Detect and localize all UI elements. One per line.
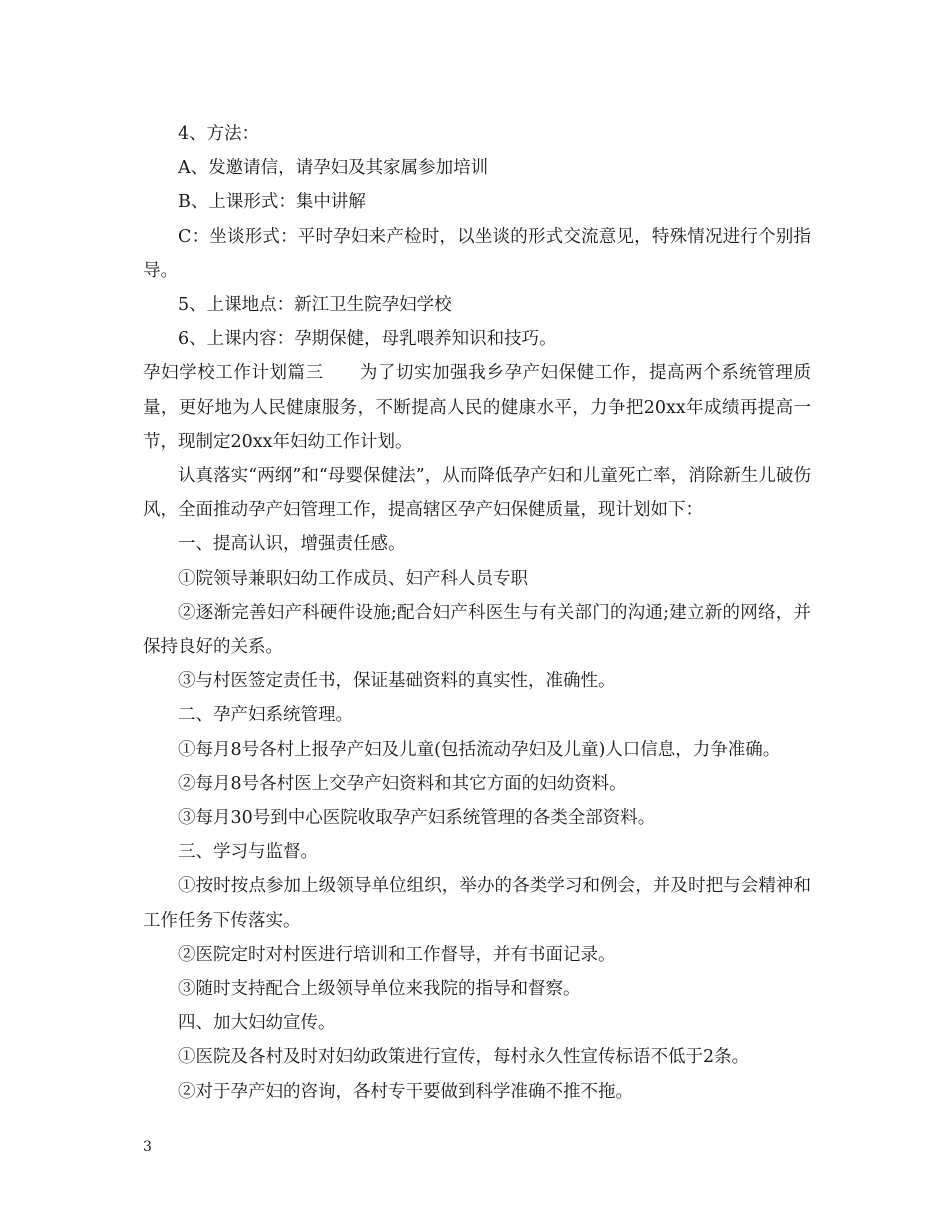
paragraph: 4、方法： <box>178 124 260 144</box>
document-body <box>143 117 811 1109</box>
list-item: ②医院定时对村医进行培训和工作督导，并有书面记录。 <box>178 944 616 965</box>
list-item: ③随时支持配合上级领导单位来我院的指导和督察。 <box>178 979 581 1000</box>
list-item: ②对于孕产妇的咨询，各村专干要做到科学准确不推不拖。 <box>178 1081 633 1102</box>
section-heading: 三、学习与监督。 <box>178 842 318 863</box>
list-item: ②每月8号各村医上交孕产妇资料和其它方面的妇幼资料。 <box>178 773 627 794</box>
list-item: ①院领导兼职妇幼工作成员、妇产科人员专职 <box>178 568 528 589</box>
paragraph: C：坐谈形式：平时孕妇来产检时，以坐谈的形式交流意见，特殊情况进行个别指导。 <box>143 226 811 281</box>
paragraph: A、发邀请信，请孕妇及其家属参加培训 <box>178 158 489 179</box>
paragraph: 认真落实“两纲”和“母婴保健法”，从而降低孕产妇和儿童死亡率，消除新生儿破伤风，全面推动孕产妇管理工作，提高辖区孕产妇保健质量，现计划如下： <box>143 466 811 521</box>
paragraph: B、上课形式：集中讲解 <box>178 192 366 213</box>
page-number: 3 <box>143 1139 152 1155</box>
list-item: ①按时按点参加上级领导单位组织，举办的各类学习和例会，并及时把与会精神和工作任务下传落实。 <box>143 876 811 931</box>
list-item: ③每月30号到中心医院收取孕产妇系统管理的各类全部资料。 <box>178 808 656 829</box>
paragraph: 6、上课内容：孕期保健，母乳喂养知识和技巧。 <box>178 329 557 350</box>
section-heading: 一、提高认识，增强责任感。 <box>178 534 406 555</box>
section-heading: 二、孕产妇系统管理。 <box>178 705 353 726</box>
list-item: ①医院及各村及时对妇幼政策进行宣传，每村永久性宣传标语不低于2条。 <box>178 1047 750 1068</box>
paragraph: 5、上课地点：新江卫生院孕妇学校 <box>178 295 452 316</box>
list-item: ③与村医签定责任书，保证基础资料的真实性，准确性。 <box>178 671 616 692</box>
list-item: ②逐渐完善妇产科硬件设施;配合妇产科医生与有关部门的沟通;建立新的网络，并保持良好的关系。 <box>143 602 811 658</box>
paragraph: 孕妇学校工作计划篇三 为了切实加强我乡孕产妇保健工作，提高两个系统管理质量，更好地为人民健康服务，不断提高人民的健康水平，力争把20xx年成绩再提高一节，现制定20xx年妇幼工作计划。 <box>143 363 811 452</box>
section-heading: 四、加大妇幼宣传。 <box>178 1013 336 1034</box>
list-item: ①每月8号各村上报孕产妇及儿童(包括流动孕妇及儿童)人口信息，力争准确。 <box>178 739 781 760</box>
